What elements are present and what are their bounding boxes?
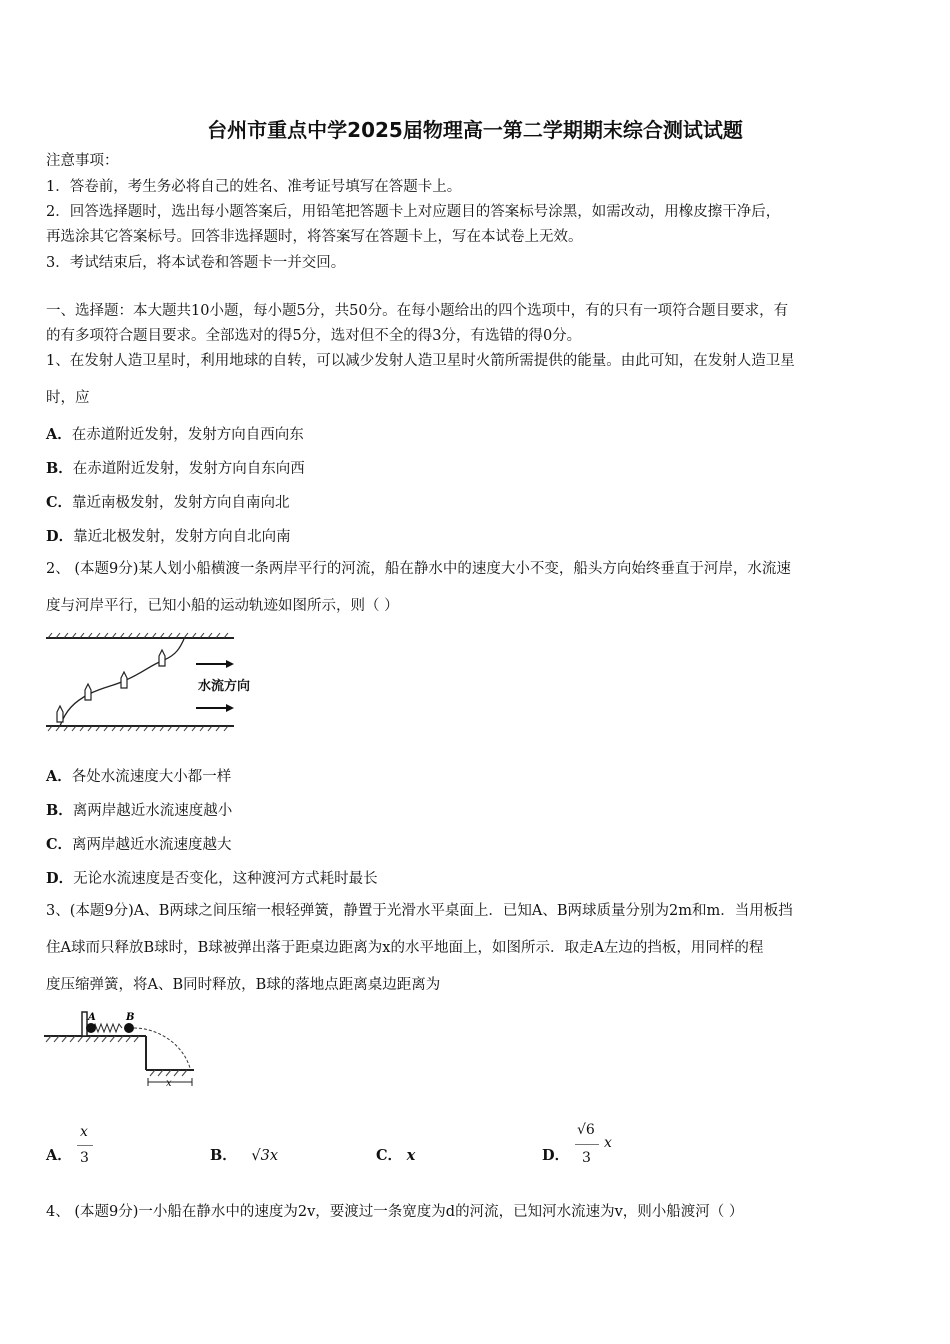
option-key: B． — [46, 802, 73, 819]
option-text: 各处水流速度大小都一样 — [71, 769, 232, 785]
q3-option-d-tail: x — [604, 1135, 612, 1151]
option-key: A． — [46, 1147, 72, 1164]
q2-option-c — [46, 833, 232, 854]
flow-direction-label: 水流方向 — [198, 679, 251, 694]
q3-option-d-denominator: 3 — [582, 1150, 591, 1166]
question-3-stem: 度压缩弹簧，将A、B同时释放，B球的落地点距离桌边距离为 — [46, 977, 441, 993]
option-key: B． — [210, 1147, 237, 1164]
option-text: 在赤道附近发射，发射方向自东向西 — [72, 461, 305, 477]
q3-option-d — [542, 1144, 569, 1165]
option-key: D． — [46, 870, 74, 887]
q1-option-a — [46, 423, 304, 444]
option-key: C． — [46, 836, 73, 853]
q3-option-a-numerator: x — [80, 1124, 88, 1140]
question-1-stem: 1、在发射人造卫星时，利用地球的自转，可以减少发射人造卫星时火箭所需提供的能量。由此可知，在发射人造卫星 — [46, 353, 795, 369]
q3-option-a-denominator: 3 — [80, 1150, 89, 1166]
option-key: C． — [46, 494, 73, 511]
spring-balls-figure — [44, 1006, 196, 1088]
option-key: D． — [542, 1147, 570, 1164]
notice-item: 再选涂其它答案标号。回答非选择题时，将答案写在答题卡上，写在本试卷上无效。 — [46, 229, 583, 245]
q1-option-c — [46, 491, 290, 512]
notice-item: 1．答卷前，考生务必将自己的姓名、准考证号填写在答题卡上。 — [46, 179, 462, 195]
question-1-stem: 时，应 — [46, 390, 90, 406]
option-text: 无论水流速度是否变化，这种渡河方式耗时最长 — [73, 871, 378, 887]
option-key: D． — [46, 528, 74, 545]
q3-option-a — [46, 1144, 72, 1165]
fraction-bar — [77, 1145, 93, 1146]
fraction-bar — [575, 1144, 599, 1145]
option-text: 在赤道附近发射，发射方向自西向东 — [71, 427, 304, 443]
question-3-stem: 3、(本题9分)A、B两球之间压缩一根轻弹簧，静置于光滑水平桌面上．已知A、B两球质量分别为2m和m．当用板挡 — [46, 903, 793, 919]
distance-x-label: x — [166, 1078, 172, 1088]
q1-option-d — [46, 525, 291, 546]
page-title: 台州市重点中学2025届物理高一第二学期期末综合测试试题 — [207, 118, 743, 142]
question-4-stem: 4、 (本题9分)一小船在静水中的速度为2v，要渡过一条宽度为d的河流，已知河水流速为v，则小船渡河（ ） — [46, 1204, 744, 1220]
option-key: A． — [46, 426, 72, 443]
option-text: 靠近南极发射，发射方向自南向北 — [72, 495, 290, 511]
question-2-stem: 2、 (本题9分)某人划小船横渡一条两岸平行的河流，船在静水中的速度大小不变，船头方向始终垂直于河岸，水流速 — [46, 561, 791, 577]
q2-option-a — [46, 765, 231, 786]
q3-option-d-numerator: √6 — [577, 1122, 595, 1138]
option-text: x — [406, 1147, 416, 1164]
option-key: A． — [46, 768, 72, 785]
ball-a-label: A — [88, 1012, 96, 1023]
q1-option-b — [46, 457, 305, 478]
ball-b-label: B — [126, 1012, 135, 1023]
notice-item: 2．回答选择题时，选出每小题答案后，用铅笔把答题卡上对应题目的答案标号涂黑，如需改动，用橡皮擦干净后， — [46, 204, 781, 220]
q2-option-d — [46, 867, 378, 888]
option-key: C． — [376, 1147, 403, 1164]
option-text: 离两岸越近水流速度越大 — [72, 837, 232, 853]
q3-option-c — [376, 1144, 415, 1165]
q2-option-b — [46, 799, 232, 820]
notice-item: 3．考试结束后，将本试卷和答题卡一并交回。 — [46, 255, 346, 271]
river-boat-figure — [44, 630, 259, 735]
q3-option-b — [210, 1144, 278, 1165]
option-key: B． — [46, 460, 73, 477]
notice-heading: 注意事项： — [46, 153, 119, 169]
option-text: 靠近北极发射，发射方向自北向南 — [73, 529, 291, 545]
question-2-stem: 度与河岸平行，已知小船的运动轨迹如图所示，则（ ） — [46, 598, 399, 614]
question-3-stem: 住A球而只释放B球时，B球被弹出落于距桌边距离为x的水平地面上，如图所示．取走A左边的挡板，用同样的程 — [46, 940, 764, 956]
option-text: 离两岸越近水流速度越小 — [72, 803, 233, 819]
section-instructions: 的有多项符合题目要求。全部选对的得5分，选对但不全的得3分，有选错的得0分。 — [46, 328, 582, 344]
section-instructions: 一、选择题：本大题共10小题，每小题5分，共50分。在每小题给出的四个选项中，有的只有一项符合题目要求，有 — [46, 303, 789, 319]
option-text: √3x — [251, 1148, 279, 1164]
